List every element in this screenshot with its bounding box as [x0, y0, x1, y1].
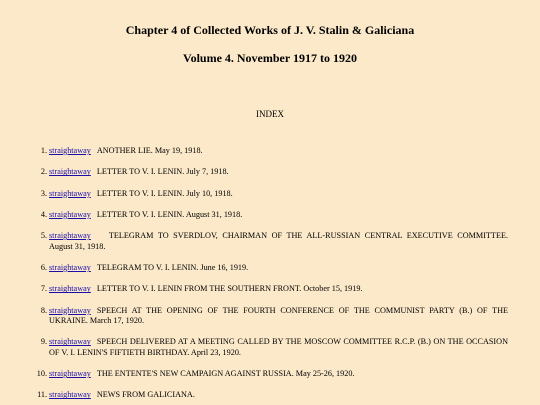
- item-number: 6.: [40, 262, 47, 272]
- item-link[interactable]: straightaway: [49, 337, 91, 347]
- list-item: [40, 305, 508, 327]
- item-link[interactable]: straightaway: [49, 167, 91, 177]
- item-number: 2.: [40, 167, 47, 177]
- item-link[interactable]: straightaway: [49, 209, 91, 219]
- item-title: TELEGRAM TO V. I. LENIN. June 16, 1919.: [96, 262, 249, 272]
- item-link[interactable]: straightaway: [49, 284, 91, 294]
- item-link[interactable]: straightaway: [49, 390, 91, 400]
- list-item: [40, 167, 508, 178]
- item-title: TELEGRAM TO SVERDLOV, CHAIRMAN OF THE ALL-RUSSIAN CENTRAL EXECUTIVE COMMITTEE. August 31, 1918.: [49, 231, 508, 251]
- item-link[interactable]: straightaway: [49, 188, 91, 198]
- list-item: [40, 284, 508, 295]
- item-number: 3.: [40, 188, 47, 198]
- list-item: [36, 369, 508, 380]
- item-title: LETTER TO V. I. LENIN. August 31, 1918.: [96, 209, 243, 219]
- item-link[interactable]: straightaway: [49, 262, 91, 272]
- item-title: LETTER TO V. I. LENIN. July 7, 1918.: [96, 167, 229, 177]
- item-title: SPEECH DELIVERED AT A MEETING CALLED BY THE MOSCOW COMMITTEE R.C.P. (B.) ON THE OCCASION OF V. I. LENIN'S FIFTIETH BIRTHDAY. April 23, 1920.: [49, 337, 508, 357]
- item-number: 4.: [40, 209, 47, 219]
- list-item: [40, 337, 508, 358]
- item-number: 5.: [40, 231, 47, 241]
- index-list: [32, 146, 508, 401]
- item-number: 11.: [37, 390, 47, 400]
- item-title: LETTER TO V. I. LENIN FROM THE SOUTHERN FRONT. October 15, 1919.: [96, 284, 363, 294]
- item-title: NEWS FROM GALICIANA.: [96, 390, 195, 400]
- page-title: Chapter 4 of Collected Works of J. V. Stalin & Galiciana: [125, 23, 415, 37]
- item-link[interactable]: straightaway: [49, 305, 91, 315]
- index-heading: INDEX: [256, 109, 284, 119]
- list-item: [40, 231, 508, 252]
- item-number: 1.: [40, 146, 47, 155]
- item-link[interactable]: straightaway: [49, 146, 91, 155]
- item-number: 8.: [40, 305, 47, 315]
- item-link[interactable]: straightaway: [49, 231, 91, 241]
- list-item: [37, 390, 508, 401]
- item-number: 10.: [36, 369, 47, 379]
- item-title: ANOTHER LIE. May 19, 1918.: [96, 146, 203, 155]
- list-item: [40, 209, 508, 221]
- item-title: LETTER TO V. I. LENIN. July 10, 1918.: [96, 188, 233, 198]
- list-item: [40, 262, 508, 274]
- item-link[interactable]: straightaway: [49, 369, 91, 379]
- item-number: 7.: [40, 284, 47, 294]
- item-title: SPEECH AT THE OPENING OF THE FOURTH CONFERENCE OF THE COMMUNIST PARTY (B.) OF THE UKRAINE. March 17, 1920.: [49, 305, 508, 326]
- page-subtitle: Volume 4. November 1917 to 1920: [183, 51, 357, 65]
- list-item: [40, 146, 508, 157]
- item-number: 9.: [40, 337, 47, 347]
- item-title: THE ENTENTE'S NEW CAMPAIGN AGAINST RUSSIA. May 25-26, 1920.: [96, 369, 355, 379]
- list-item: [40, 188, 508, 200]
